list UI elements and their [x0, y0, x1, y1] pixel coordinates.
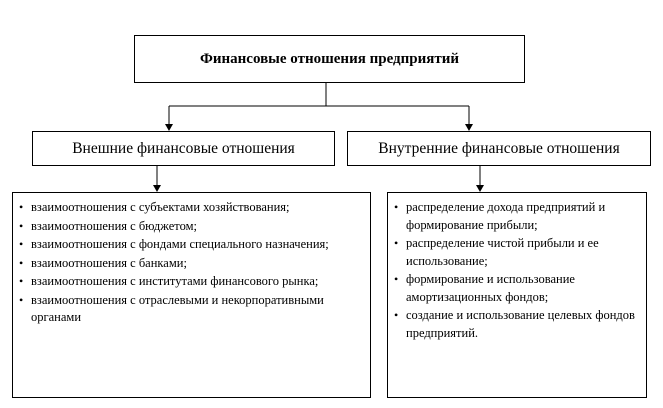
internal-relations-box — [347, 131, 651, 166]
bullet-icon: • — [394, 200, 399, 214]
list-item: • распределение чистой прибыли и ее использование; — [394, 236, 599, 268]
list-item: • взаимоотношения с банками; — [17, 255, 364, 273]
main-title-box — [134, 35, 525, 83]
list-item: • формирование и использование амортизационных фондов; — [394, 272, 575, 304]
main-title: Финансовые отношения предприятий — [199, 50, 460, 67]
bullet-icon: • — [394, 236, 399, 250]
arrowhead-external — [165, 124, 173, 131]
bullet-icon: • — [19, 200, 24, 214]
list-item: • взаимоотношения с фондами специального назначения; — [17, 236, 364, 254]
arrowhead-external-list — [153, 185, 161, 192]
bullet-icon: • — [19, 292, 24, 307]
external-relations-heading: Внешние финансовые отношения — [72, 139, 295, 157]
bullet-icon: • — [19, 274, 24, 288]
list-item: • взаимоотношения с бюджетом; — [17, 218, 364, 236]
list-item: • взаимоотношения с отраслевыми и некорпоративными органами — [19, 292, 324, 324]
list-item: • распределение дохода предприятий и формирование прибыли; — [394, 200, 606, 232]
list-item: • взаимоотношения с субъектами хозяйствования; — [17, 199, 364, 217]
external-relations-box — [32, 131, 335, 166]
arrowhead-internal — [465, 124, 473, 131]
bullet-icon: • — [19, 255, 24, 270]
internal-relations-list-box — [387, 192, 647, 398]
list-item: • создание и использование целевых фондов предприятий. — [394, 308, 635, 340]
external-relations-list — [17, 199, 364, 327]
bullet-icon: • — [394, 272, 399, 286]
internal-relations-list — [392, 199, 640, 342]
bullet-icon: • — [19, 218, 24, 233]
list-item: • взаимоотношения с институтами финансового рынка; — [17, 273, 364, 291]
internal-relations-heading: Внутренние финансовые отношения — [378, 139, 620, 157]
bullet-icon: • — [19, 237, 24, 251]
external-relations-list-box — [12, 192, 371, 398]
arrowhead-internal-list — [476, 185, 484, 192]
bullet-icon: • — [394, 308, 399, 322]
